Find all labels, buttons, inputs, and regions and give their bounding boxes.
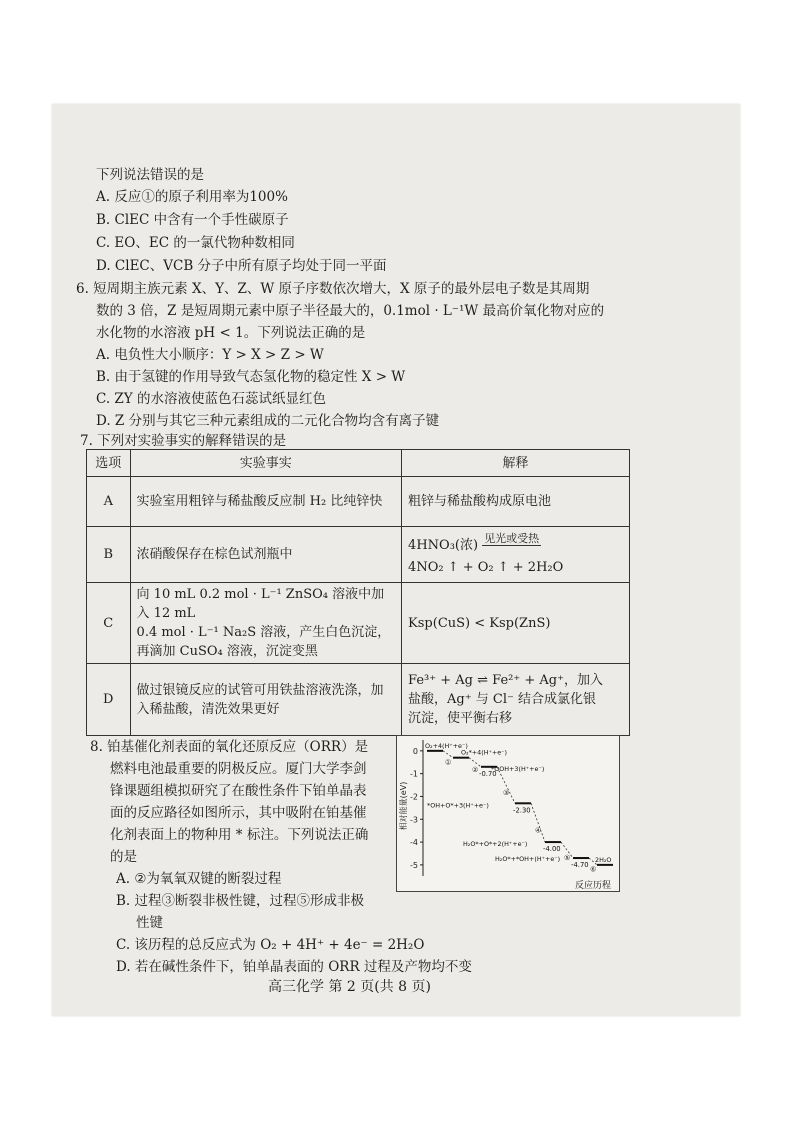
q7-table: [86, 449, 630, 736]
energy-level-label: H₂O*+O*+2(H⁺+e⁻): [463, 840, 528, 849]
q8-stem-line5: 化剂表面上的物种用 * 标注。下列说法正确: [110, 827, 369, 843]
q6-option-d: D. Z 分别与其它三种元素组成的二元化合物均含有离子键: [96, 413, 440, 429]
step-marker: ③: [503, 789, 510, 798]
row-d-fact: [130, 664, 402, 736]
energy-path-segment: [531, 803, 545, 842]
reaction-condition: [482, 533, 541, 558]
energy-value-label: -2.30: [513, 806, 531, 815]
table-row: [87, 664, 630, 736]
table-header-explanation: 解释: [402, 450, 630, 477]
row-c-fact-line1: 向 10 mL 0.2 mol · L⁻¹ ZnSO₄ 溶液中加入 12 mL: [136, 587, 385, 621]
row-d-exp-line1: Fe³⁺ + Ag ⇌ Fe²⁺ + Ag⁺，加入: [408, 673, 603, 688]
step-marker: ⑤: [564, 854, 571, 863]
energy-value-label: -4.00: [543, 845, 561, 854]
row-c-fact: [130, 583, 402, 664]
q7-stem: 7. 下列对实验事实的解释错误的是: [80, 433, 287, 449]
row-d-fact-line1: 做过银镜反应的试管可用铁盐溶液洗涤，加: [136, 682, 384, 698]
x-axis-label: 反应历程: [574, 881, 611, 891]
energy-value-label: -0.70: [479, 769, 497, 778]
row-c-fact-line2: 0.4 mol · L⁻¹ Na₂S 溶液，产生白色沉淀，: [136, 625, 391, 640]
table-row: [87, 527, 630, 583]
q8-option-b-line2: 性键: [136, 915, 163, 931]
row-c-option: C: [87, 583, 131, 664]
energy-level-label: 2H₂O: [595, 855, 612, 864]
q8-option-a: A. ②为氧氧双键的断裂过程: [116, 871, 282, 887]
row-a-option: A: [87, 477, 131, 527]
row-c-explanation: Ksp(CuS) < Ksp(ZnS): [402, 583, 630, 664]
energy-diagram-svg: [397, 736, 619, 891]
energy-level-label: *OOH+3(H⁺+e⁻): [491, 764, 545, 773]
row-d-exp-line3: 沉淀，使平衡右移: [408, 711, 513, 726]
row-c-fact-line3: 再滴加 CuSO₄ 溶液，沉淀变黑: [136, 644, 318, 659]
q6-option-c: C. ZY 的水溶液使蓝色石蕊试纸显红色: [96, 391, 327, 407]
step-marker: ②: [472, 766, 479, 775]
y-tick-label: -4: [410, 838, 418, 848]
table-header-row: [87, 450, 630, 477]
energy-level-label: O₂+4(H⁺+e⁻): [425, 741, 468, 750]
row-d-option: D: [87, 664, 131, 736]
energy-level-label: *OH+O*+3(H⁺+e⁻): [427, 801, 489, 810]
row-b-fact: 浓硝酸保存在棕色试剂瓶中: [130, 527, 402, 583]
q5-stem: 下列说法错误的是: [96, 167, 204, 183]
table-row: [87, 477, 630, 527]
energy-level-label: H₂O*+*OH+(H⁺+e⁻): [495, 855, 561, 864]
q8-stem-line3: 锋课题组模拟研究了在酸性条件下铂单晶表: [110, 783, 367, 799]
row-d-explanation: [402, 664, 630, 736]
y-tick-label: -5: [410, 860, 418, 870]
y-tick-label: -3: [410, 815, 418, 825]
q5-option-a: A. 反应①的原子利用率为100%: [96, 189, 288, 205]
q8-option-b-line1: B. 过程③断裂非极性键，过程⑤形成非极: [116, 893, 365, 909]
q6-stem-line3: 水化物的水溶液 pH < 1。下列说法正确的是: [96, 325, 366, 341]
step-marker: ④: [535, 826, 542, 835]
energy-value-label: -4.70: [571, 861, 589, 870]
row-b-exp-condition: 见光或受热: [484, 531, 540, 545]
q6-stem-line2: 数的 3 倍，Z 是短周期元素中原子半径最大的，0.1mol · L⁻¹W 最高价氧化物对应的: [96, 303, 605, 319]
y-tick-label: -1: [410, 769, 418, 779]
table-row: [87, 583, 630, 664]
q5-option-b: B. ClEC 中含有一个手性碳原子: [96, 212, 289, 228]
y-axis-label: 相对能量(eV): [399, 781, 408, 831]
step-marker: ⑥: [590, 865, 597, 874]
q8-stem-line1: 8. 铂基催化剂表面的氧化还原反应（ORR）是: [90, 739, 369, 755]
y-tick-label: -2: [410, 792, 418, 802]
q8-option-d: D. 若在碱性条件下，铂单晶表面的 ORR 过程及产物均不变: [116, 959, 472, 975]
step-marker: ①: [445, 758, 452, 767]
table-header-fact: 实验事实: [130, 450, 402, 477]
q8-stem-line4: 面的反应路径如图所示，其中吸附在铂基催: [110, 805, 367, 821]
q8-option-c: C. 该历程的总反应式为 O₂ + 4H⁺ + 4e⁻ = 2H₂O: [116, 937, 425, 953]
row-a-fact: 实验室用粗锌与稀盐酸反应制 H₂ 比纯锌快: [130, 477, 402, 527]
q5-option-d: D. ClEC、VCB 分子中所有原子均处于同一平面: [96, 258, 387, 274]
q8-stem-line6: 的是: [110, 849, 137, 865]
q6-stem-line1: 6. 短周期主族元素 X、Y、Z、W 原子序数依次增大，X 原子的最外层电子数是其周期: [76, 281, 590, 297]
energy-diagram: [396, 735, 620, 892]
row-b-exp-rhs: 4NO₂ ↑ + O₂ ↑ + 2H₂O: [408, 559, 564, 575]
row-b-option: B: [87, 527, 131, 583]
q6-option-b: B. 由于氢键的作用导致气态氢化物的稳定性 X > W: [96, 369, 406, 385]
row-a-explanation: 粗锌与稀盐酸构成原电池: [402, 477, 630, 527]
y-tick-label: 0: [412, 746, 418, 756]
energy-level-label: O₂*+4(H⁺+e⁻): [461, 748, 508, 757]
row-b-exp-lhs: 4HNO₃(浓): [408, 537, 479, 553]
q5-option-c: C. EO、EC 的一氯代物种数相同: [96, 235, 295, 251]
table-header-option: 选项: [87, 450, 131, 477]
energy-path-segment: [443, 751, 453, 758]
q6-option-a: A. 电负性大小顺序：Y > X > Z > W: [96, 347, 324, 363]
q8-stem-line2: 燃料电池最重要的阴极反应。厦门大学李剑: [110, 761, 367, 777]
row-b-explanation: [402, 527, 630, 583]
row-d-exp-line2: 盐酸，Ag⁺ 与 Cl⁻ 结合成氯化银: [408, 692, 596, 707]
page-footer: 高三化学 第 2 页(共 8 页): [268, 979, 431, 995]
row-d-fact-line2: 入稀盐酸，清洗效果更好: [136, 701, 280, 717]
